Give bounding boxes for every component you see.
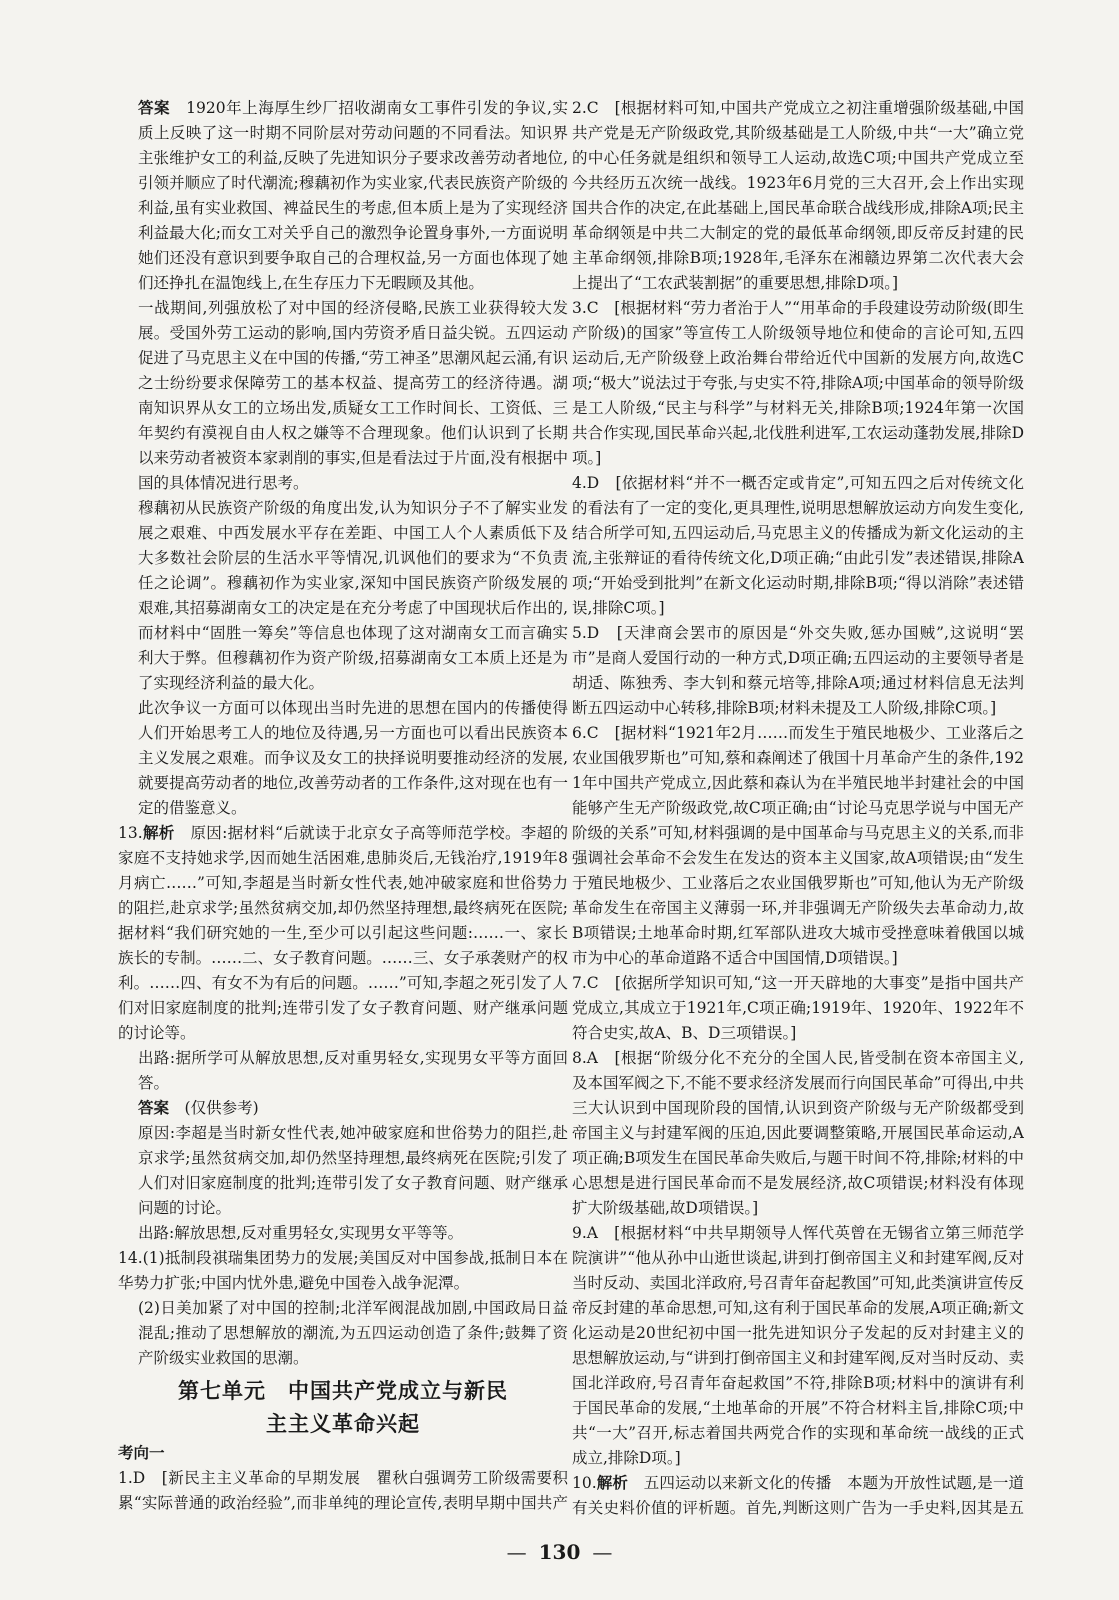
question-9: 9.A [根据材料“中共早期领导人恽代英曾在无锡省立第三师范学院演讲”“他从孙中山逝世谈起,讲到打倒帝国主义和封建军阀,反对当时反动、卖国北洋政府,号召青年奋起教国”可知,此类演讲宣传反帝反封建的革命思想,可知,这有利于国民革命的发展,A项正确;新文化运动是20世纪初中国一批先进知识分子发起的反对封建主义的思想解放运动,与“讲到打倒帝国主义和封建军阀,反对当时反动、卖国北洋政府,号召青年奋起救国”不符,排除B项;材料中的演讲有利于国民革命的发展,“土地革命的开展”不符合材料主旨,排除C项;中共“一大”召开,标志着国共两党合作的实现和革命统一战线的正式成立,排除D项。] (572, 1224, 1024, 1467)
question-14-number: 14. (118, 1249, 143, 1267)
question-4: 4.D [依据材料“并不一概否定或肯定”,可知五四之后对传统文化的看法有了一定的变化,更具理性,说明思想解放运动方向发生变化,结合所学可知,五四运动后,马克思主义的传播成为新文化运动的主流,主张辩证的看待传统文化,D项正确;“由此引发”表述错误,排除A项;“开始受到批判”在新文化运动时期,排除B项;“得以消除”表述错误,排除C项。] (572, 474, 1024, 617)
answer-paragraph-3: 穆藕初从民族资产阶级的角度出发,认为知识分子不了解实业发展之艰难、中西发展水平存在差距、中国工人个人素质低下及大多数社会阶层的生活水平等情况,讥讽他们的要求为“不负责任之论调”。穆藕初作为实业家,深知中国民族资产阶级发展的艰难,其招募湖南女工的决定是在充分考虑了中国现状后作出的,而材料中“固胜一筹矣”等信息也体现了这对湖南女工而言确实利大于弊。但穆藕初作为资产阶级,招募湖南女工本质上还是为了实现经济利益的最大化。 (138, 499, 568, 692)
answer-paragraph-1 (118, 96, 568, 296)
page-number-value: 130 (538, 1540, 581, 1564)
unit-title-line-2: 主主义革命兴起 (266, 1412, 420, 1436)
question-14-part-1 (118, 1246, 568, 1296)
question-13-answer-1: 原因:李超是当时新女性代表,她冲破家庭和世俗势力的阻拦,赴京求学;虽然贫病交加,却仍然坚持理想,最终病死在医院;引发了人们对旧家庭制度的批判;连带引发了女子教育问题、财产继承问题的讨论。 (138, 1124, 568, 1217)
left-column (118, 96, 568, 1516)
question-2: 2.C [根据材料可知,中国共产党成立之初注重增强阶级基础,中国共产党是无产阶级政党,其阶级基础是工人阶级,中共“一大”确立党的中心任务就是组织和领导工人运动,故选C项;中国共产党成立至今共经历五次统一战线。1923年6月党的三大召开,会上作出实现国共合作的决定,在此基础上,国民革命联合战线形成,排除A项;民主革命纲领是中共二大制定的党的最低革命纲领,即反帝反封建的民主革命纲领,排除B项;1928年,毛泽东在湘赣边界第二次代表大会上提出了“工农武装割据”的重要思想,排除D项。] (572, 99, 1024, 292)
question-10-text: 五四运动以来新文化的传播 本题为开放性试题,是一道有关史料价值的评析题。首先,判断这则广告为一手史料,因其是五 (572, 1474, 1024, 1516)
question-13-number: 13. (118, 824, 143, 842)
section-heading: 考向一 (118, 1444, 165, 1462)
question-13-text: 原因:据材料“后就读于北京女子高等师范学校。李超的家庭不支持她求学,因而她生活困难,患肺炎后,无钱治疗,1919年8月病亡……”可知,李超是当时新女性代表,她冲破家庭和世俗势力的阻拦,赴京求学;虽然贫病交加,却仍然坚持理想,最终病死在医院;据材料“我们研究她的一生,至少可以引起这些问题:……一、家长族长的专制。……二、女子教育问题。……三、女子承袭财产的权利。……四、有女不为有后的问题。……”可知,李超之死引发了人们对旧家庭制度的批判;连带引发了女子教育问题、财产继承问题的讨论等。 (118, 824, 568, 1042)
answer-text-1: 1920年上海厚生纱厂招收湖南女工事件引发的争议,实质上反映了这一时期不同阶层对劳动问题的不同看法。知识界主张维护女工的利益,反映了先进知识分子要求改善劳动者地位,引领并顺应了时代潮流;穆藕初作为实业家,代表民族资产阶级的利益,虽有实业救国、裨益民生的考虑,但本质上是为了实现经济利益最大化;而女工对关乎自己的激烈争论置身事外,一方面说明她们还没有意识到要争取自己的合理权益,另一方面也体现了她们还挣扎在温饱线上,在生存压力下无暇顾及其他。 (138, 99, 568, 292)
answer-label: 答案 (138, 99, 171, 117)
question-8: 8.A [根据“阶级分化不充分的全国人民,皆受制在资本帝国主义,及本国军阀之下,不能不要求经济发展而行向国民革命”可得出,中共三大认识到中国现阶段的国情,认识到资产阶级与无产阶级都受到帝国主义与封建军阀的压迫,因此要调整策略,开展国民革命运动,A项正确;B项发生在国民革命失败后,与题干时间不符,排除;材料的中心思想是进行国民革命而不是发展经济,故C项错误;材料没有体现扩大阶级基础,故D项错误。] (572, 1049, 1024, 1217)
question-3: 3.C [根据材料“劳力者治于人”“用革命的手段建设劳动阶级(即生产阶级)的国家”等宣传工人阶级领导地位和使命的言论可知,五四运动后,无产阶级登上政治舞台带给近代中国新的发展方向,故选C项;“极大”说法过于夸张,与史实不符,排除A项;中国革命的领导阶级是工人阶级,“民主与科学”与材料无关,排除B项;1924年第一次国共合作实现,国民革命兴起,北伐胜利进军,工农运动蓬勃发展,排除D项。] (572, 299, 1024, 467)
answer-label: 答案 (138, 1099, 170, 1117)
page-number: — 130 — (506, 1540, 613, 1564)
right-column (572, 96, 1024, 1516)
question-13-answer-2: 出路:解放思想,反对重男轻女,实现男女平等等。 (138, 1224, 464, 1242)
question-14-part-2: (2)日美加紧了对中国的控制;北洋军阀混战加剧,中国政局日益混乱;推动了思想解放的潮流,为五四运动创造了条件;鼓舞了资产阶级实业救国的思潮。 (138, 1299, 568, 1367)
unit-title (118, 1375, 568, 1441)
question-13-solution: 出路:据所学可从解放思想,反对重男轻女,实现男女平等方面回答。 (138, 1049, 568, 1092)
question-13-analysis (118, 821, 568, 1046)
question-14-text-1: (1)抵制段祺瑞集团势力的发展;美国反对中国参战,抵制日本在华势力扩张;中国内忧外患,避免中国卷入战争泥潭。 (118, 1249, 568, 1292)
question-5: 5.D [天津商会罢市的原因是“外交失败,惩办国贼”,这说明“罢市”是商人爱国行动的一种方式,D项正确;五四运动的主要领导者是胡适、陈独秀、李大钊和蔡元培等,排除A项;通过材料信息无法判断五四运动中心转移,排除B项;材料未提及工人阶级,排除C项。] (572, 624, 1024, 717)
answer-paragraph-4: 此次争议一方面可以体现出当时先进的思想在国内的传播使得人们开始思考工人的地位及待遇,另一方面也可以看出民族资本主义发展之艰难。而争议及女工的抉择说明要推动经济的发展,就要提高劳动者的地位,改善劳动者的工作条件,这对现在也有一定的借鉴意义。 (138, 699, 568, 817)
question-10-number: 10. (572, 1474, 597, 1492)
question-13-answer-heading (118, 1096, 568, 1121)
question-1: 1.D [新民主主义革命的早期发展 瞿秋白强调劳工阶级需要积累“实际普通的政治经验”,而非单纯的理论宣传,表明早期中国共产 (118, 1469, 568, 1512)
analysis-label: 解析 (142, 824, 175, 842)
question-6: 6.C [据材料“1921年2月……而发生于殖民地极少、工业落后之农业国俄罗斯也”可知,蔡和森阐述了俄国十月革命产生的条件,1921年中国共产党成立,因此蔡和森认为在半殖民地半封建社会的中国能够产生无产阶级政党,故C项正确;由“讨论马克思学说与中国无产阶级的关系”可知,材料强调的是中国革命与马克思主义的关系,而非强调社会革命不会发生在发达的资本主义国家,故A项错误;由“发生于殖民地极少、工业落后之农业国俄罗斯也”可知,他认为无产阶级革命发生在帝国主义薄弱一环,并非强调无产阶级失去革命动力,故B项错误;土地革命时期,红军部队进攻大城市受挫意味着俄国以城市为中心的革命道路不适合中国国情,D项错误。] (572, 724, 1024, 967)
analysis-label: 解析 (596, 1474, 629, 1492)
unit-title-line-1: 第七单元 中国共产党成立与新民 (178, 1379, 508, 1403)
answer-paragraph-2: 一战期间,列强放松了对中国的经济侵略,民族工业获得较大发展。受国外劳工运动的影响,国内劳资矛盾日益尖锐。五四运动促进了马克思主义在中国的传播,“劳工神圣”思潮风起云涌,有识之士纷纷要求保障劳工的基本权益、提高劳工的经济待遇。湖南知识界从女工的立场出发,质疑女工工作时间长、工资低、三年契约有漠视自由人权之嫌等不合理现象。他们认识到了长期以来劳动者被资本家剥削的事实,但是看法过于片面,没有根据中国的具体情况进行思考。 (138, 299, 568, 492)
question-7: 7.C [依据所学知识可知,“这一开天辟地的大事变”是指中国共产党成立,其成立于1921年,C项正确;1919年、1920年、1922年不符合史实,故A、B、D三项错误。] (572, 974, 1024, 1042)
question-10 (572, 1471, 1024, 1516)
answer-note: (仅供参考) (184, 1099, 259, 1117)
